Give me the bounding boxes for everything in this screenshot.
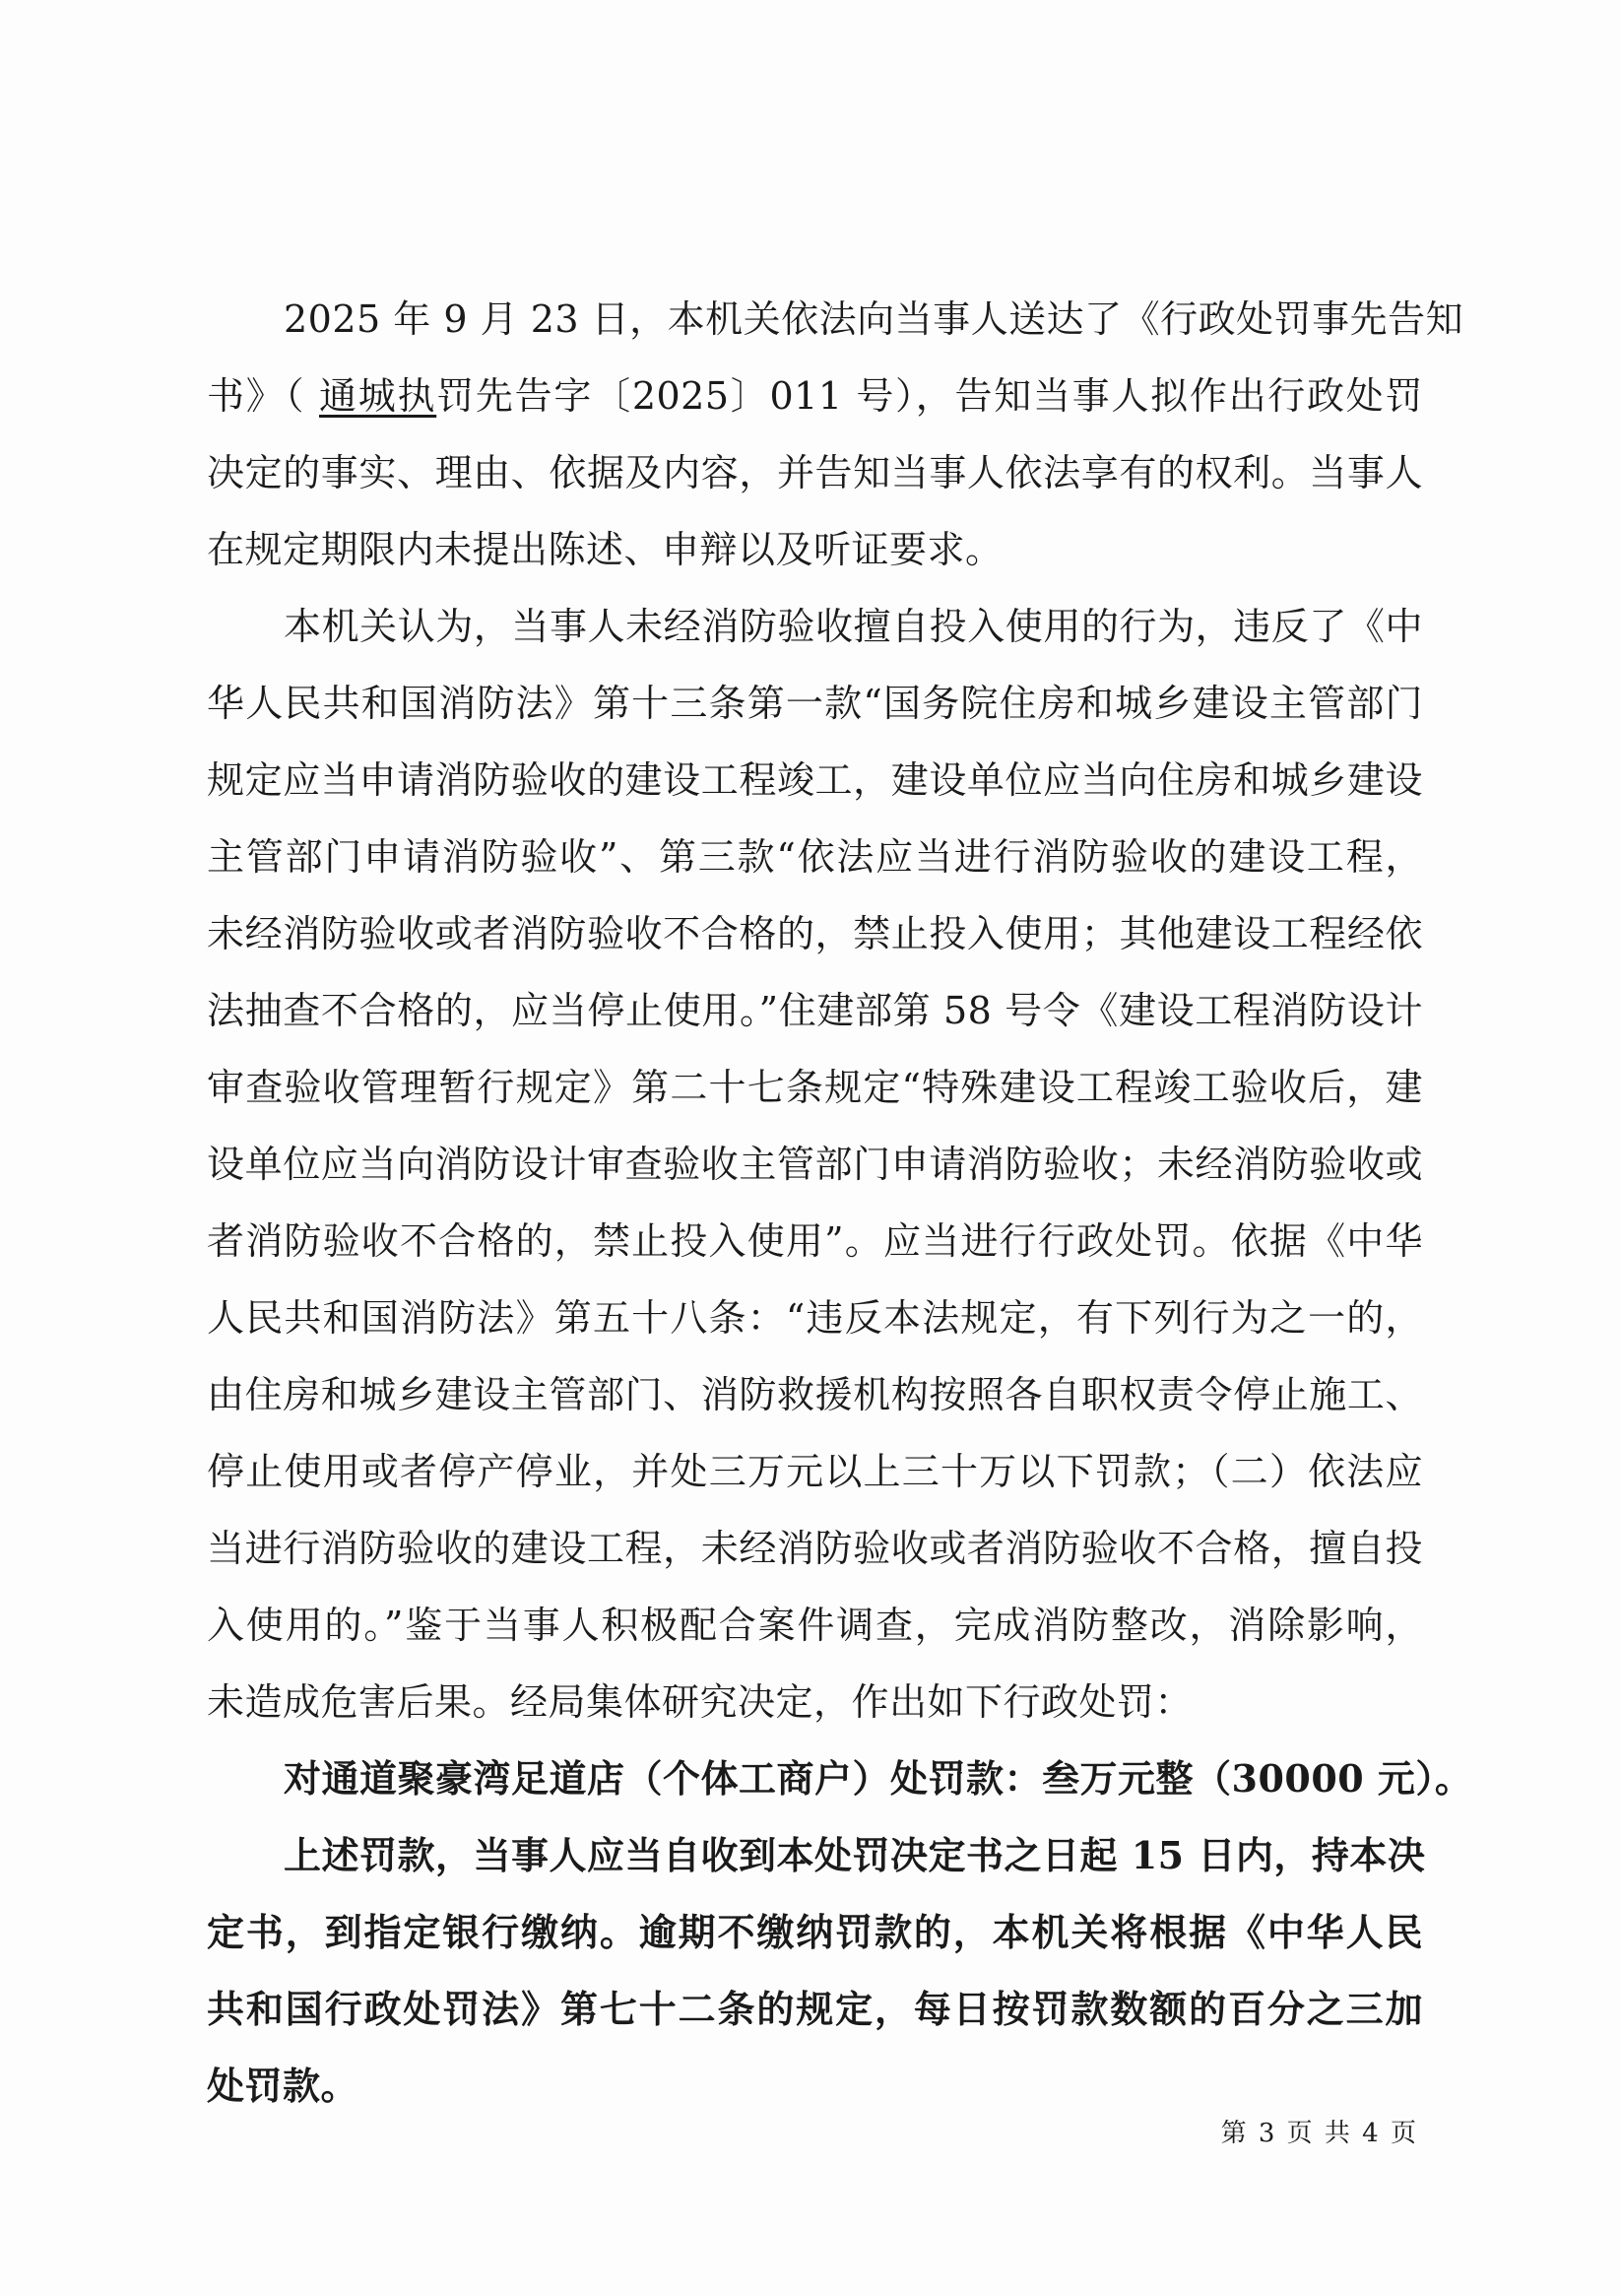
line-2-prefix: 书》（: [207, 374, 319, 418]
paragraph-2-line: 华人民共和国消防法》第十三条第一款“国务院住房和城乡建设主管部门: [207, 682, 1423, 725]
paragraph-2-line: 停止使用或者停产停业，并处三万元以上三十万以下罚款；（二）依法应: [207, 1450, 1423, 1493]
paragraph-4-line: 共和国行政处罚法》第七十二条的规定，每日按罚款数额的百分之三加: [207, 1987, 1423, 2031]
paragraph-2-line: 未经消防验收或者消防验收不合格的，禁止投入使用；其他建设工程经依: [207, 912, 1423, 955]
paragraph-1-line-4: 在规定期限内未提出陈述、申辩以及听证要求。: [207, 528, 1004, 571]
paragraph-2-line: 人民共和国消防法》第五十八条：“违反本法规定，有下列行为之一的，: [207, 1296, 1423, 1340]
page-number-footer: 第 3 页 共 4 页: [1220, 2119, 1418, 2148]
paragraph-2-line-last: 未造成危害后果。经局集体研究决定，作出如下行政处罚：: [207, 1680, 1194, 1724]
paragraph-2-line: 者消防验收不合格的，禁止投入使用”。应当进行行政处罚。依据《中华: [207, 1219, 1423, 1263]
paragraph-2-line: 由住房和城乡建设主管部门、消防救援机构按照各自职权责令停止施工、: [207, 1373, 1423, 1416]
paragraph-2-line: 当进行消防验收的建设工程，未经消防验收或者消防验收不合格，擅自投: [207, 1527, 1423, 1570]
paragraph-4-line-last: 处罚款。: [207, 2064, 359, 2108]
paragraph-1-line-1: 2025 年 9 月 23 日，本机关依法向当事人送达了《行政处罚事先告知: [284, 297, 1464, 341]
penalty-statement: 对通道聚豪湾足道店（个体工商户）处罚款：叁万元整（30000 元）。: [284, 1756, 1473, 1801]
paragraph-2-line: 审查验收管理暂行规定》第二十七条规定“特殊建设工程竣工验收后，建: [207, 1066, 1423, 1109]
agency-abbrev-underlined: 通城执: [319, 374, 437, 418]
paragraph-2-line: 法抽查不合格的，应当停止使用。”住建部第 58 号令《建设工程消防设计: [207, 989, 1423, 1032]
paragraph-1-line-3: 决定的事实、理由、依据及内容，并告知当事人依法享有的权利。当事人: [207, 451, 1423, 494]
paragraph-1-line-2: [207, 358, 1423, 434]
document-body: [207, 281, 1473, 2125]
paragraph-2-line: 主管部门申请消防验收”、第三款“依法应当进行消防验收的建设工程，: [207, 835, 1423, 879]
paragraph-4-line: 定书，到指定银行缴纳。逾期不缴纳罚款的，本机关将根据《中华人民: [207, 1910, 1423, 1954]
paragraph-2-line: 入使用的。”鉴于当事人积极配合案件调查，完成消防整改，消除影响，: [207, 1604, 1423, 1647]
paragraph-2-line: 规定应当申请消防验收的建设工程竣工，建设单位应当向住房和城乡建设: [207, 758, 1423, 802]
paragraph-2-line: 设单位应当向消防设计审查验收主管部门申请消防验收；未经消防验收或: [207, 1143, 1423, 1186]
paragraph-4-line: 上述罚款，当事人应当自收到本处罚决定书之日起 15 日内，持本决: [284, 1833, 1426, 1877]
paragraph-2-line: 本机关认为，当事人未经消防验收擅自投入使用的行为，违反了《中: [284, 605, 1423, 648]
line-2-suffix: 罚先告字〔2025〕011 号），告知当事人拟作出行政处罚: [436, 374, 1423, 418]
